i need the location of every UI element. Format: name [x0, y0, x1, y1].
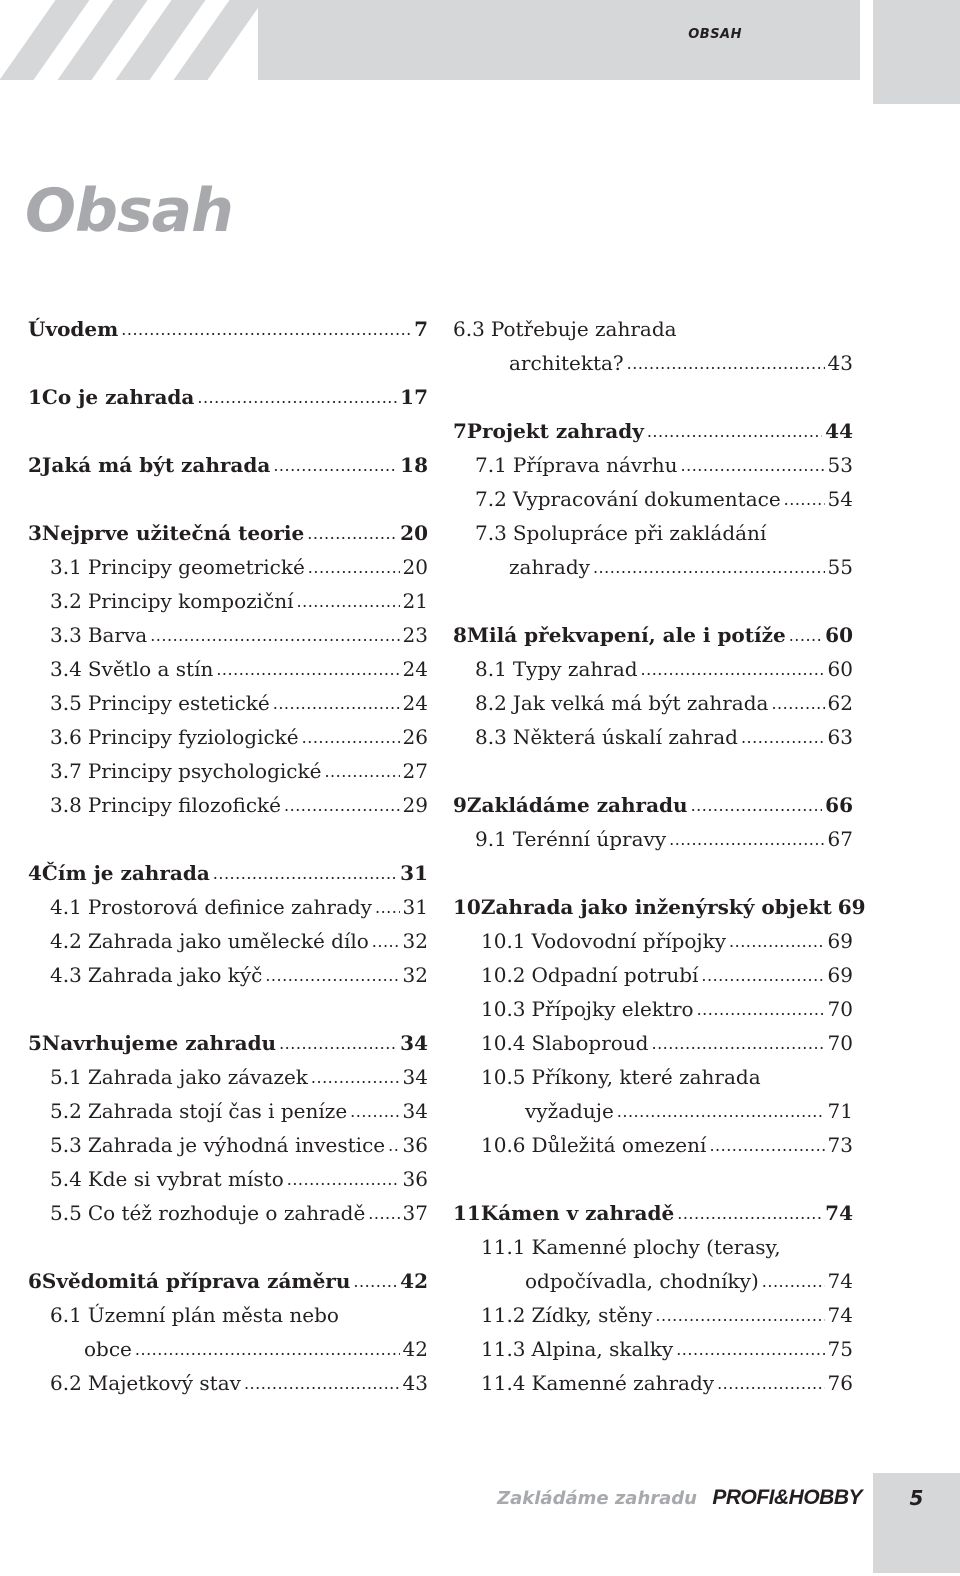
- toc-leader-dots: [681, 447, 825, 483]
- toc-number: 6.3: [453, 317, 485, 341]
- toc-leader-dots: [284, 787, 400, 823]
- toc-leader-dots: [308, 549, 400, 585]
- toc-number: 2: [28, 453, 42, 477]
- toc-subchapter-entry: [453, 652, 853, 686]
- toc-page-number: 32: [402, 963, 428, 987]
- toc-leader-dots: [647, 413, 822, 449]
- toc-page-number: 69: [837, 895, 866, 919]
- toc-subchapter-entry: [453, 1026, 853, 1060]
- toc-page-number: 66: [825, 793, 853, 817]
- toc-page-number: 54: [827, 487, 853, 511]
- toc-spacer: [453, 380, 853, 414]
- toc-number: 8.2: [475, 691, 507, 715]
- toc-title: Principy fyziologické: [87, 725, 299, 749]
- footer-book-title: Zakládáme zahradu: [497, 1488, 697, 1509]
- toc-chapter-entry: [28, 312, 428, 346]
- toc-left-column: [28, 312, 428, 1400]
- toc-leader-dots: [388, 1127, 399, 1163]
- toc-spacer: [28, 414, 428, 448]
- toc-page-number: 31: [400, 861, 428, 885]
- toc-page-number: 70: [827, 1031, 853, 1055]
- toc-title: Projekt zahrady: [466, 419, 644, 443]
- toc-title: Čím je zahrada: [41, 861, 210, 885]
- toc-number: 3.6: [50, 725, 82, 749]
- toc-page-number: 53: [827, 453, 853, 477]
- toc-spacer: [453, 584, 853, 618]
- toc-page-number: 34: [402, 1065, 428, 1089]
- toc-leader-dots: [302, 719, 400, 755]
- toc-leader-dots: [287, 1161, 400, 1197]
- toc-subchapter-entry: [453, 312, 853, 346]
- toc-number: 7.1: [475, 453, 507, 477]
- toc-leader-dots: [627, 345, 825, 381]
- toc-subchapter-entry: [453, 924, 853, 958]
- toc-subchapter-entry: [28, 652, 428, 686]
- toc-number: 3: [28, 521, 42, 545]
- toc-number: 3.2: [50, 589, 82, 613]
- toc-title: Majetkový stav: [87, 1371, 241, 1395]
- toc-page-number: 74: [827, 1269, 853, 1293]
- toc-leader-dots: [762, 1263, 825, 1299]
- toc-leader-dots: [701, 957, 824, 993]
- toc-page-number: 31: [402, 895, 428, 919]
- toc-page-number: 17: [400, 385, 428, 409]
- toc-subchapter-entry: [28, 1060, 428, 1094]
- toc-chapter-entry: [453, 890, 866, 924]
- toc-page-number: 43: [827, 351, 853, 375]
- toc-page-number: 21: [402, 589, 428, 613]
- toc-subchapter-entry: [453, 516, 853, 550]
- toc-title: Kámen v zahradě: [480, 1201, 675, 1225]
- toc-leader-dots: [655, 1297, 824, 1333]
- toc-title: Potřebuje zahrada: [490, 317, 677, 341]
- toc-leader-dots: [244, 1365, 400, 1401]
- toc-number: 11.4: [481, 1371, 526, 1395]
- toc-page-number: 60: [825, 623, 853, 647]
- toc-title: Terénní úpravy: [512, 827, 667, 851]
- toc-spacer: [453, 754, 853, 788]
- toc-page-number: 62: [827, 691, 853, 715]
- toc-subchapter-entry: [453, 720, 853, 754]
- toc-page-number: 67: [827, 827, 853, 851]
- toc-chapter-entry: [28, 1264, 428, 1298]
- toc-title: Co též rozhoduje o zahradě: [87, 1201, 366, 1225]
- toc-number: 7.3: [475, 521, 507, 545]
- toc-number: 4.1: [50, 895, 82, 919]
- toc-page-number: 27: [402, 759, 428, 783]
- toc-title: Kamenné plochy (terasy,: [531, 1235, 781, 1259]
- toc-title: Odpadní potrubí: [531, 963, 699, 987]
- toc-chapter-entry: [28, 448, 428, 482]
- toc-leader-dots: [279, 1025, 397, 1061]
- toc-number: 7.2: [475, 487, 507, 511]
- toc-number: 10: [453, 895, 481, 919]
- toc-page-number: 32: [402, 929, 428, 953]
- toc-number: 10.2: [481, 963, 526, 987]
- toc-spacer: [28, 822, 428, 856]
- toc-page-number: 34: [400, 1031, 428, 1055]
- toc-page-number: 34: [402, 1099, 428, 1123]
- toc-leader-dots: [784, 481, 825, 517]
- toc-number: 8.1: [475, 657, 507, 681]
- toc-leader-dots: [213, 855, 397, 891]
- toc-title: Principy psychologické: [87, 759, 322, 783]
- toc-title: Principy estetické: [87, 691, 270, 715]
- toc-number: 10.6: [481, 1133, 526, 1157]
- toc-leader-dots: [311, 1059, 400, 1095]
- toc-leader-dots: [265, 957, 399, 993]
- toc-subchapter-entry: [453, 448, 853, 482]
- toc-subchapter-entry: [453, 822, 853, 856]
- page-title: Obsah: [25, 176, 233, 246]
- toc-number: 3.1: [50, 555, 82, 579]
- toc-number: 11.1: [481, 1235, 526, 1259]
- toc-page-number: 73: [827, 1133, 853, 1157]
- header-band: [0, 0, 860, 80]
- toc-page-number: 24: [402, 657, 428, 681]
- toc-page-number: 42: [400, 1269, 428, 1293]
- toc-leader-dots: [372, 923, 400, 959]
- toc-leader-dots: [691, 787, 823, 823]
- toc-subchapter-entry: [28, 890, 428, 924]
- toc-leader-dots: [651, 1025, 824, 1061]
- toc-number: 11.2: [481, 1303, 526, 1327]
- toc-chapter-entry: [453, 1196, 853, 1230]
- header-bar: [258, 0, 860, 80]
- toc-leader-dots: [697, 991, 825, 1027]
- toc-title: Zakládáme zahradu: [466, 793, 688, 817]
- toc-leader-dots: [641, 651, 825, 687]
- toc-number: 5.3: [50, 1133, 82, 1157]
- toc-number: 1: [28, 385, 42, 409]
- toc-title: Zahrada stojí čas i peníze: [87, 1099, 348, 1123]
- toc-spacer: [28, 992, 428, 1026]
- toc-page-number: 42: [402, 1337, 428, 1361]
- toc-page-number: 69: [827, 929, 853, 953]
- toc-title: Přípojky elektro: [531, 997, 694, 1021]
- toc-subchapter-entry: [28, 1332, 428, 1366]
- toc-number: 3.5: [50, 691, 82, 715]
- toc-subchapter-entry: [28, 1162, 428, 1196]
- toc-title: Barva: [87, 623, 148, 647]
- toc-page-number: 44: [825, 419, 853, 443]
- toc-subchapter-entry: [453, 992, 853, 1026]
- toc-page-number: 36: [402, 1167, 428, 1191]
- toc-spacer: [453, 856, 853, 890]
- toc-title: Nejprve užitečná teorie: [41, 521, 305, 545]
- toc-subchapter-entry: [28, 1094, 428, 1128]
- toc-leader-dots: [121, 311, 411, 347]
- toc-page-number: 29: [402, 793, 428, 817]
- toc-leader-dots: [273, 685, 400, 721]
- toc-title: zahrady: [509, 555, 590, 579]
- toc-page-number: 75: [827, 1337, 853, 1361]
- toc-title: Územní plán města nebo: [87, 1303, 339, 1327]
- toc-number: 9.1: [475, 827, 507, 851]
- toc-title: Zahrada jako kýč: [87, 963, 263, 987]
- toc-chapter-entry: [453, 788, 853, 822]
- toc-leader-dots: [676, 1331, 824, 1367]
- toc-title: Kde si vybrat místo: [87, 1167, 284, 1191]
- toc-page-number: 63: [827, 725, 853, 749]
- toc-number: 5.2: [50, 1099, 82, 1123]
- toc-page-number: 7: [414, 317, 428, 341]
- toc-chapter-entry: [28, 380, 428, 414]
- toc-leader-dots: [617, 1093, 825, 1129]
- toc-number: 11.3: [481, 1337, 526, 1361]
- toc-page-number: 23: [402, 623, 428, 647]
- toc-title: Principy geometrické: [87, 555, 305, 579]
- toc-number: 7: [453, 419, 467, 443]
- toc-number: 10.5: [481, 1065, 526, 1089]
- toc-leader-dots: [273, 447, 397, 483]
- toc-title: Svědomitá příprava záměru: [41, 1269, 351, 1293]
- toc-leader-dots: [375, 889, 400, 925]
- toc-number: 3.7: [50, 759, 82, 783]
- toc-title: Milá překvapení, ale i potíže: [466, 623, 786, 647]
- toc-title: Světlo a stín: [87, 657, 214, 681]
- toc-title: Principy kompoziční: [87, 589, 294, 613]
- toc-title: obce: [84, 1337, 132, 1361]
- toc-subchapter-entry: [28, 686, 428, 720]
- toc-title: Některá úskalí zahrad: [512, 725, 738, 749]
- toc-page-number: 43: [402, 1371, 428, 1395]
- page-number: 5: [909, 1486, 924, 1510]
- toc-leader-dots: [729, 923, 825, 959]
- toc-title: Kamenné zahrady: [531, 1371, 715, 1395]
- toc-subchapter-entry: [453, 1332, 853, 1366]
- toc-number: 4.3: [50, 963, 82, 987]
- toc-number: 5.4: [50, 1167, 82, 1191]
- toc-leader-dots: [741, 719, 825, 755]
- toc-subchapter-entry: [453, 1366, 853, 1400]
- toc-subchapter-entry: [453, 1230, 853, 1264]
- toc-title: Jaká má být zahrada: [41, 453, 271, 477]
- toc-subchapter-entry: [28, 1298, 428, 1332]
- toc-title: Zahrada jako umělecké dílo: [87, 929, 369, 953]
- toc-subchapter-entry: [453, 550, 853, 584]
- toc-number: 9: [453, 793, 467, 817]
- toc-leader-dots: [709, 1127, 824, 1163]
- toc-page-number: 76: [827, 1371, 853, 1395]
- toc-page-number: 74: [827, 1303, 853, 1327]
- toc-number: 6.2: [50, 1371, 82, 1395]
- toc-leader-dots: [677, 1195, 822, 1231]
- toc-title: Spolupráce při zakládání: [512, 521, 767, 545]
- toc-leader-dots: [216, 651, 399, 687]
- toc-title: Zahrada jako inženýrský objekt: [480, 895, 832, 919]
- toc-subchapter-entry: [453, 1094, 853, 1128]
- toc-title: Slaboproud: [531, 1031, 649, 1055]
- toc-title: Vodovodní přípojky: [531, 929, 727, 953]
- toc-subchapter-entry: [28, 958, 428, 992]
- toc-subchapter-entry: [453, 1128, 853, 1162]
- toc-page-number: 74: [825, 1201, 853, 1225]
- toc-number: 3.4: [50, 657, 82, 681]
- toc-leader-dots: [197, 379, 397, 415]
- toc-title: Zídky, stěny: [531, 1303, 653, 1327]
- footer-brand-logo: PROFI&HOBBY: [712, 1486, 862, 1509]
- toc-number: 4: [28, 861, 42, 885]
- toc-number: 5.5: [50, 1201, 82, 1225]
- toc-leader-dots: [307, 515, 397, 551]
- toc-leader-dots: [669, 821, 824, 857]
- toc-title: Jak velká má být zahrada: [512, 691, 769, 715]
- toc-subchapter-entry: [28, 550, 428, 584]
- toc-subchapter-entry: [453, 958, 853, 992]
- toc-number: 3.8: [50, 793, 82, 817]
- toc-page-number: 20: [402, 555, 428, 579]
- toc-subchapter-entry: [28, 754, 428, 788]
- toc-right-column: [453, 312, 866, 1400]
- toc-subchapter-entry: [28, 1196, 428, 1230]
- toc-subchapter-entry: [453, 1060, 853, 1094]
- toc-leader-dots: [717, 1365, 824, 1401]
- toc-title: Typy zahrad: [512, 657, 638, 681]
- toc-leader-dots: [150, 617, 399, 653]
- toc-leader-dots: [350, 1093, 399, 1129]
- toc-title: Vypracování dokumentace: [512, 487, 781, 511]
- section-label: OBSAH: [688, 27, 742, 42]
- toc-subchapter-entry: [28, 720, 428, 754]
- toc-chapter-entry: [453, 414, 853, 448]
- toc-title: Principy filozofické: [87, 793, 282, 817]
- toc-subchapter-entry: [28, 924, 428, 958]
- toc-subchapter-entry: [453, 346, 853, 380]
- toc-number: 8: [453, 623, 467, 647]
- toc-chapter-entry: [453, 618, 853, 652]
- toc-title: Důležitá omezení: [531, 1133, 707, 1157]
- toc-page-number: 20: [400, 521, 428, 545]
- toc-subchapter-entry: [28, 618, 428, 652]
- toc-title: Prostorová definice zahrady: [87, 895, 372, 919]
- toc-leader-dots: [324, 753, 399, 789]
- toc-number: 11: [453, 1201, 481, 1225]
- toc-leader-dots: [135, 1331, 400, 1367]
- toc-subchapter-entry: [453, 1264, 853, 1298]
- toc-page-number: 69: [827, 963, 853, 987]
- footer: [0, 1473, 960, 1543]
- header-corner-tab: [873, 0, 960, 104]
- toc-page-number: 70: [827, 997, 853, 1021]
- toc-title: odpočívadla, chodníky): [525, 1269, 759, 1293]
- toc-leader-dots: [353, 1263, 397, 1299]
- toc-leader-dots: [297, 583, 400, 619]
- toc-number: 8.3: [475, 725, 507, 749]
- toc-subchapter-entry: [28, 1128, 428, 1162]
- toc-page-number: 36: [402, 1133, 428, 1157]
- toc-subchapter-entry: [453, 482, 853, 516]
- toc-title: Zahrada jako závazek: [87, 1065, 308, 1089]
- toc-page-number: 60: [827, 657, 853, 681]
- toc-title: Navrhujeme zahradu: [41, 1031, 277, 1055]
- toc-title: vyžaduje: [525, 1099, 614, 1123]
- toc-page-number: 71: [827, 1099, 853, 1123]
- toc-title: Příkony, které zahrada: [531, 1065, 761, 1089]
- toc-subchapter-entry: [453, 1298, 853, 1332]
- toc-chapter-entry: [28, 856, 428, 890]
- toc-subchapter-entry: [28, 1366, 428, 1400]
- toc-chapter-entry: [28, 1026, 428, 1060]
- toc-page-number: 26: [402, 725, 428, 749]
- toc-subchapter-entry: [453, 686, 853, 720]
- toc-number: 10.3: [481, 997, 526, 1021]
- toc-number: 6.1: [50, 1303, 82, 1327]
- toc-number: 3.3: [50, 623, 82, 647]
- toc-page-number: 18: [400, 453, 428, 477]
- toc-leader-dots: [789, 617, 822, 653]
- toc-title: Zahrada je výhodná investice: [87, 1133, 386, 1157]
- toc-chapter-entry: [28, 516, 428, 550]
- toc-leader-dots: [593, 549, 825, 585]
- toc-page-number: 24: [402, 691, 428, 715]
- toc-title: Co je zahrada: [41, 385, 195, 409]
- toc-number: 4.2: [50, 929, 82, 953]
- toc-number: 10.1: [481, 929, 526, 953]
- toc-page-number: 55: [827, 555, 853, 579]
- toc-spacer: [28, 346, 428, 380]
- toc-spacer: [28, 1230, 428, 1264]
- toc-subchapter-entry: [28, 788, 428, 822]
- toc-subchapter-entry: [28, 584, 428, 618]
- toc-number: 6: [28, 1269, 42, 1293]
- toc-title: Příprava návrhu: [512, 453, 678, 477]
- toc-leader-dots: [368, 1195, 399, 1231]
- toc-spacer: [28, 482, 428, 516]
- toc-leader-dots: [771, 685, 824, 721]
- toc-title: Úvodem: [28, 317, 119, 341]
- toc-number: 10.4: [481, 1031, 526, 1055]
- toc-title: Alpina, skalky: [531, 1337, 674, 1361]
- toc-title: architekta?: [509, 351, 624, 375]
- toc-number: 5.1: [50, 1065, 82, 1089]
- toc-number: 5: [28, 1031, 42, 1055]
- toc-page-number: 37: [402, 1201, 428, 1225]
- toc-spacer: [453, 1162, 853, 1196]
